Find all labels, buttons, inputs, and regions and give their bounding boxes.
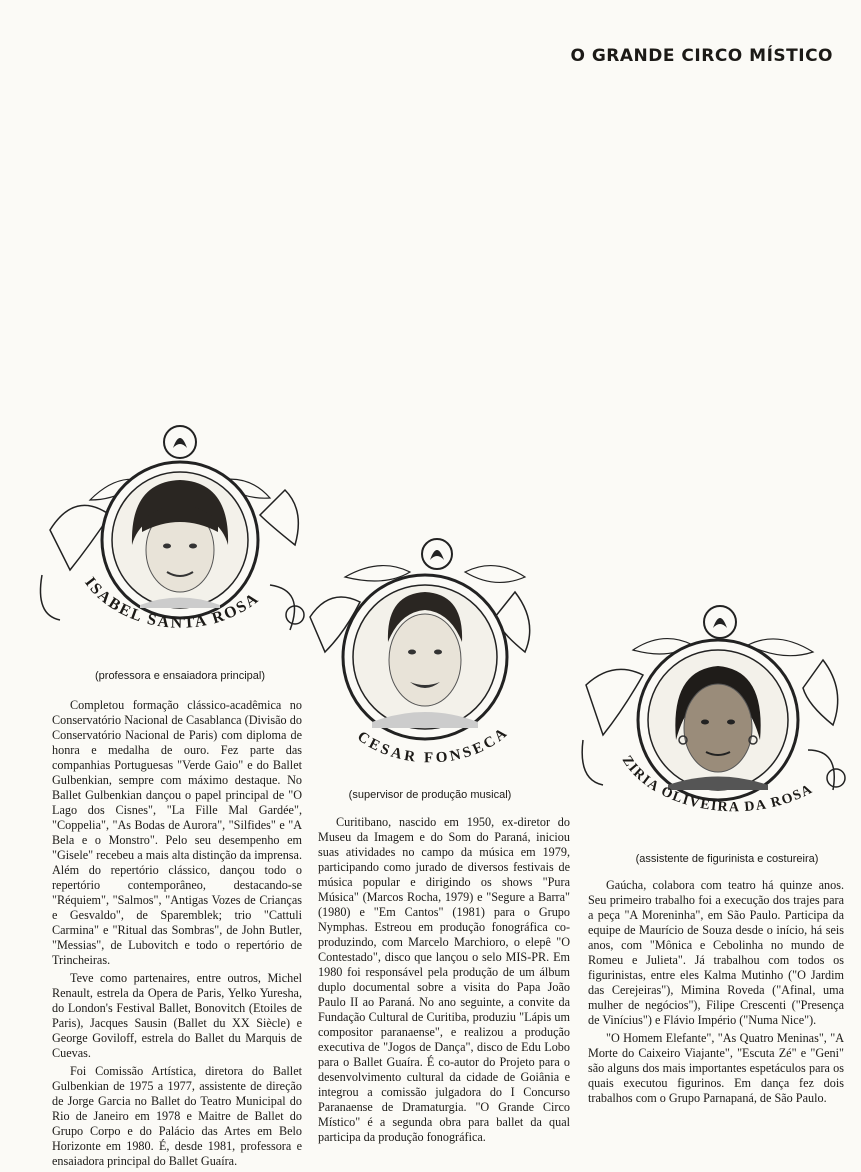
name-arc-ziria <box>610 745 850 845</box>
bio-paragraph: "O Homem Elefante", "As Quatro Meninas", "A Morte do Caixeiro Viajante", "Escuta Zé" e "Geni" são alguns dos mais importantes espetáculos para os quais executou figurinos. Em dança fez dois trabalhos com o Grupo Parnapaná, de São Paulo. <box>588 1031 844 1105</box>
person-name: CESAR FONSECA <box>354 723 513 767</box>
flame-crest-icon <box>704 606 736 638</box>
bio-column-isabel <box>52 698 302 1172</box>
person-name: ISABEL SANTA ROSA <box>81 574 263 632</box>
bio-column-ziria <box>588 878 844 1109</box>
svg-text:CESAR FONSECA <box>354 724 512 767</box>
page-title: O GRANDE CIRCO MÍSTICO <box>570 46 833 66</box>
svg-text:ISABEL SANTA ROSA <box>81 574 263 632</box>
flame-crest-icon <box>164 426 196 458</box>
bio-paragraph: Completou formação clássico-acadêmica no Conservatório Nacional de Casablanca (Divisão do Conservatório Nacional de Paris) com diploma de honra e medalha de ouro. Fez parte das companhias Portuguesas "Verde Gaio" e do Ballet Gulbenkian, sempre com máximo destaque. No Ballet Gulbenkian dançou o papel principal de "O Lago dos Cisnes", "La Fille Mal Gardée", "Coppelia", "As Bodas de Aurora", "Silfides" e "A Bela e o Monstro". Pelo seu desempenho em "Gisele" recebeu a mais alta distinção da imprensa. Além do repertório clássico, dançou todo o repertório contemporâneo, destacando-se "Réquiem", "Salmos", "Antigas Vozes de Crianças e Gesvaldo", de Sparemblek; trio "Cattuli Carmina" e "Ritual das Sombras", de John Butler, "Messias", de Lubovitch e todo o repertório de Trincheiras. <box>52 698 302 967</box>
bio-paragraph: Teve como partenaires, entre outros, Michel Renault, estrela da Opera de Paris, Yelko Yuresha, do London's Festival Ballet, Bonovitch (Etoiles de Paris), Jacques Sausin (Ballet du XX Siècle) e George Goviloff, estrela do Ballet du Marquis de Cuevas. <box>52 971 302 1060</box>
role-caption: (professora e ensaiadora principal) <box>95 670 265 682</box>
svg-text:ZIRIA OLIVEIRA DA ROSA <box>619 753 816 815</box>
name-arc-cesar <box>330 700 530 790</box>
flame-crest-icon <box>422 539 452 569</box>
person-name: ZIRIA OLIVEIRA DA ROSA <box>618 753 816 816</box>
role-caption: (supervisor de produção musical) <box>348 789 512 801</box>
bio-paragraph: Curitibano, nascido em 1950, ex-diretor do Museu da Imagem e do Som do Paraná, iniciou suas atividades no campo da música em 1979, participando como jurado de diversos festivais de música popular e dirigindo os shows "Pura Música" (Marcos Rocha, 1979) e "Segure a Barra" (1980) e "Em Cantos" (1981) para o Grupo Nymphas. Estreou em produção fonográfica co-produzindo, com Marcelo Marchioro, o elepê "O Contestado", disco que lançou o selo MIS-PR. Em 1980 foi responsável pela produção de um álbum duplo documental sobre a visita do Papa João Paulo II ao Paraná. No ano seguinte, a convite da Fundação Cultural de Curitiba, produziu "Lápis um compositor paranaense", e realizou a produção executiva de "Jogos de Dança", disco de Edu Lobo para o Ballet Guaíra. É co-autor do Projeto para o desenvolvimento cultural da cidade de Goiânia e integrou a comissão julgadora do I Concurso Paranaense de Dramaturgia. "O Grande Circo Místico" é a segunda obra para ballet da qual participa da produção fonográfica. <box>318 815 570 1144</box>
role-caption: (assistente de figurinista e costureira) <box>635 853 819 865</box>
bio-column-cesar <box>318 815 570 1148</box>
name-arc-isabel <box>60 560 280 670</box>
bio-paragraph: Gaúcha, colabora com teatro há quinze anos. Seu primeiro trabalho foi a execução dos trajes para a peça "A Moreninha", em São Paulo. Participa da equipe de Maurício de Souza desde o início, há seis anos, com "Mônica e Cebolinha no mundo de Romeu e Julieta". Já trabalhou com todos os figurinistas, entre eles Kalma Mutinho ("O Jardim das Cerejeiras"), Mimina Roveda ("Afinal, uma mulher de negócios"), Filipe Crescenti ("Presença de Vinícius") e Flávio Império ("Numa Nice"). <box>588 878 844 1027</box>
bio-paragraph: Foi Comissão Artística, diretora do Ballet Gulbenkian de 1975 a 1977, assistente de direção de Jorge Garcia no Ballet do Teatro Municipal do Rio de Janeiro em 1978 e Maitre de Ballet do Grupo Corpo e do Palácio das Artes em Belo Horizonte em 1980. É, desde 1981, professora e ensaiadora principal do Ballet Guaíra. <box>52 1064 302 1168</box>
